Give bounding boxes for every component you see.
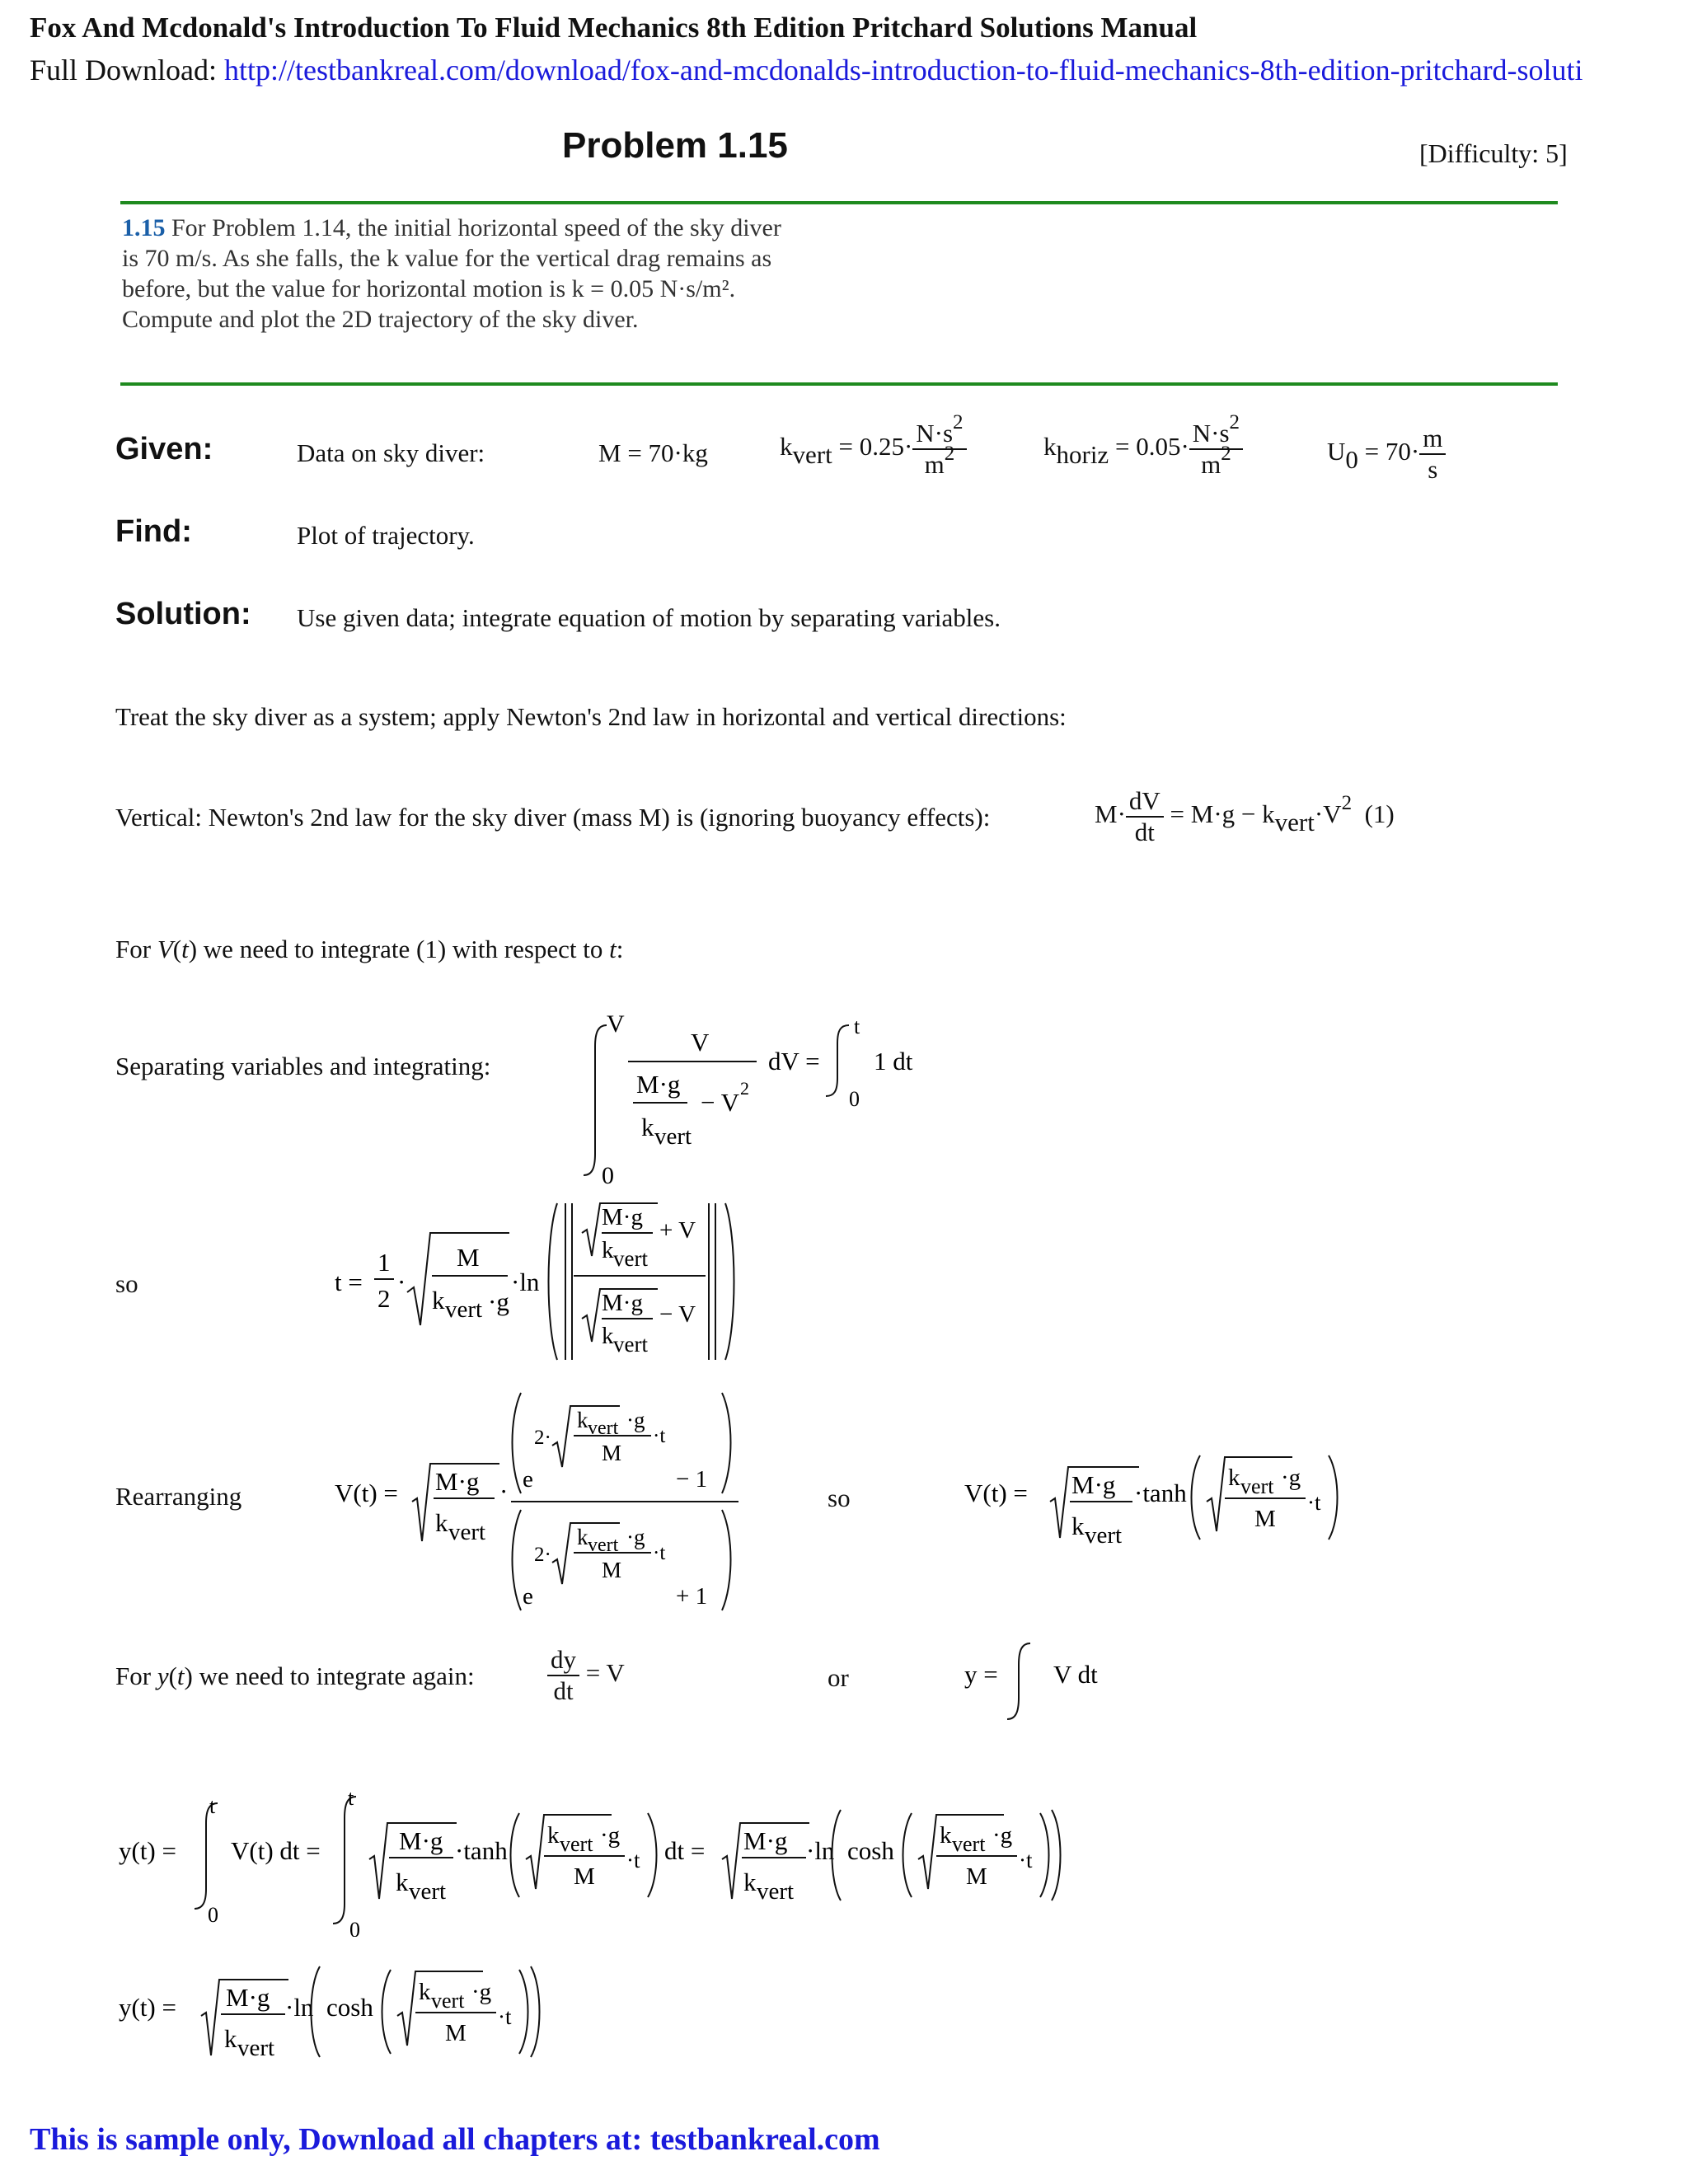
problem-text: For Problem 1.14, the initial horizontal speed of the sky diver is 70 m/s. As she falls, the k value for the vertical drag remains as before, but the value for horizontal motion is k = 0.05 N·s/m². Compute and plot the 2D trajectory of the sky diver. xyxy=(122,214,781,333)
svg-text:vert: vert xyxy=(409,1878,447,1905)
given-text: Data on sky diver: xyxy=(297,438,485,467)
svg-text:·g: ·g xyxy=(626,1408,645,1432)
svg-text:vert: vert xyxy=(237,2035,275,2061)
svg-text:·ln: ·ln xyxy=(511,1268,540,1296)
svg-text:vert: vert xyxy=(1240,1474,1274,1498)
svg-text:V: V xyxy=(607,1014,625,1038)
svg-text:V(t) =: V(t) = xyxy=(964,1479,1028,1507)
y-final-equation xyxy=(115,1945,577,2077)
svg-text:·t: ·t xyxy=(626,1848,640,1872)
svg-text:M·g: M·g xyxy=(435,1467,480,1496)
svg-text:M·g: M·g xyxy=(602,1290,643,1316)
t-equation xyxy=(326,1187,771,1376)
svg-text:k: k xyxy=(432,1286,445,1315)
svg-text:vert: vert xyxy=(1085,1522,1123,1549)
svg-text:·: · xyxy=(499,1477,509,1506)
integral-equation xyxy=(577,1014,923,1195)
svg-text:M: M xyxy=(966,1863,987,1890)
svg-text:·ln: ·ln xyxy=(806,1836,835,1865)
svg-text:2·: 2· xyxy=(534,1427,551,1449)
svg-text:k: k xyxy=(224,2024,237,2053)
svg-text:cosh: cosh xyxy=(847,1836,894,1865)
svg-text:vert: vert xyxy=(613,1332,648,1357)
svg-text:·t: ·t xyxy=(653,1542,666,1564)
svg-text:M·g: M·g xyxy=(602,1204,643,1230)
svg-text:·t: ·t xyxy=(653,1425,666,1447)
footer-notice[interactable]: This is sample only, Download all chapters at: testbankreal.com xyxy=(30,2122,880,2157)
svg-text:k: k xyxy=(602,1323,614,1349)
svg-text:k: k xyxy=(641,1113,654,1141)
svg-text:·g: ·g xyxy=(1281,1465,1301,1491)
svg-text:2: 2 xyxy=(740,1078,749,1099)
so-label-1: so xyxy=(115,1269,138,1298)
separating-text: Separating variables and integrating: xyxy=(115,1052,491,1080)
equation-newton: M· $\frac{dV}{dt}$ = $M\cdot g - kvert\cdot V^2$ (1) xyxy=(1095,786,1395,846)
svg-text:k: k xyxy=(1071,1511,1085,1540)
svg-text:e: e xyxy=(523,1583,533,1610)
svg-text:·g: ·g xyxy=(626,1525,645,1549)
svg-text:k: k xyxy=(577,1525,588,1549)
given-mass: M = 70·kg xyxy=(598,438,708,467)
vertical-text: Vertical: Newton's 2nd law for the sky diver (mass M) is (ignoring buoyancy effects): xyxy=(115,803,991,832)
svg-text:dV =: dV = xyxy=(768,1047,820,1076)
svg-text:− V: − V xyxy=(701,1088,740,1117)
top-rule xyxy=(120,201,1558,204)
svg-text:·g: ·g xyxy=(992,1822,1013,1849)
svg-text:k: k xyxy=(743,1868,757,1896)
document-title: Fox And Mcdonald's Introduction To Fluid Mechanics 8th Edition Pritchard Solutions Manual xyxy=(30,12,1198,44)
svg-text:M·g: M·g xyxy=(743,1826,788,1855)
treat-text: Treat the sky diver as a system; apply Newton's 2nd law in horizontal and vertical directions: xyxy=(115,702,1067,731)
download-line xyxy=(30,53,1583,87)
or-label: or xyxy=(828,1663,849,1692)
svg-text:0: 0 xyxy=(349,1918,360,1937)
svg-text:vert: vert xyxy=(654,1123,692,1150)
svg-text:M: M xyxy=(602,1441,622,1465)
svg-text:V(t) dt =: V(t) dt = xyxy=(231,1836,321,1865)
svg-text:V(t) =: V(t) = xyxy=(335,1479,398,1507)
svg-text:·ln: ·ln xyxy=(285,1993,314,2022)
so-label-2: so xyxy=(828,1483,851,1512)
svg-text:+ 1: + 1 xyxy=(676,1583,708,1610)
svg-text:vert: vert xyxy=(588,1418,619,1439)
svg-text:·t: ·t xyxy=(1019,1848,1033,1872)
svg-text:vert: vert xyxy=(613,1246,648,1271)
for-y-text: For y(t) we need to integrate again: xyxy=(115,1661,475,1690)
svg-text:M·g: M·g xyxy=(1071,1470,1116,1499)
for-v-text: For V(t) we need to integrate (1) with respect to t: xyxy=(115,935,624,963)
svg-text:vert: vert xyxy=(588,1535,619,1556)
svg-text:k: k xyxy=(547,1822,560,1849)
given-khoriz: khoriz = 0.05· $\frac{N\cdot s^2}{m^2}$ xyxy=(1043,419,1243,480)
svg-text:t: t xyxy=(854,1015,860,1038)
problem-statement xyxy=(122,213,798,335)
svg-text:·t: ·t xyxy=(498,2004,512,2029)
svg-text:·tanh: ·tanh xyxy=(455,1836,508,1865)
y-chain-equation xyxy=(115,1780,1104,1937)
svg-text:vert: vert xyxy=(431,1989,465,2013)
problem-title: Problem 1.15 xyxy=(562,125,788,166)
find-text: Plot of trajectory. xyxy=(297,521,475,550)
given-label: Given: xyxy=(115,432,213,466)
svg-text:vert: vert xyxy=(952,1832,986,1856)
svg-text:1: 1 xyxy=(377,1248,391,1277)
svg-text:V: V xyxy=(691,1028,710,1057)
svg-text:M: M xyxy=(1254,1506,1276,1532)
svg-text:0: 0 xyxy=(208,1903,218,1927)
svg-text:M: M xyxy=(602,1558,622,1582)
svg-text:k: k xyxy=(577,1408,588,1432)
rearranging-label: Rearranging xyxy=(115,1482,242,1511)
download-link[interactable]: http://testbankreal.com/download/fox-and-mcdonalds-introduction-to-fluid-mechanics-8th-edition-pritchard-soluti xyxy=(224,54,1583,87)
svg-text:t =: t = xyxy=(335,1268,363,1296)
svg-text:k: k xyxy=(940,1822,952,1849)
svg-text:M: M xyxy=(457,1243,480,1272)
svg-text:y(t) =: y(t) = xyxy=(119,1993,176,2022)
svg-text:M: M xyxy=(574,1863,595,1890)
svg-text:vert: vert xyxy=(560,1832,593,1856)
svg-text:M·g: M·g xyxy=(226,1983,270,2012)
find-label: Find: xyxy=(115,514,192,549)
svg-text:k: k xyxy=(396,1868,409,1896)
solution-text: Use given data; integrate equation of motion by separating variables. xyxy=(297,603,1001,632)
svg-text:y =: y = xyxy=(964,1660,998,1689)
problem-number: 1.15 xyxy=(122,214,166,241)
svg-text:k: k xyxy=(602,1237,614,1263)
svg-text:k: k xyxy=(1228,1465,1240,1491)
given-u0: U0 = 70· $\frac{m}{s}$ xyxy=(1327,424,1446,485)
svg-text:dt =: dt = xyxy=(664,1836,706,1865)
svg-text:M·g: M·g xyxy=(636,1070,681,1099)
v-tanh-equation xyxy=(956,1434,1352,1549)
y-integral-equation xyxy=(956,1632,1137,1731)
svg-text:k: k xyxy=(435,1508,448,1537)
svg-text:e: e xyxy=(523,1466,533,1493)
svg-text:1 dt: 1 dt xyxy=(874,1047,913,1076)
svg-text:·: · xyxy=(397,1268,406,1296)
svg-text:·tanh: ·tanh xyxy=(1134,1479,1187,1507)
svg-text:− 1: − 1 xyxy=(676,1466,708,1493)
svg-text:t: t xyxy=(348,1786,354,1810)
svg-text:y(t) =: y(t) = xyxy=(119,1836,176,1865)
svg-text:M: M xyxy=(445,2020,467,2046)
svg-text:vert: vert xyxy=(448,1519,486,1545)
svg-text:·g: ·g xyxy=(488,1287,509,1316)
svg-text:cosh: cosh xyxy=(326,1993,373,2022)
svg-text:V dt: V dt xyxy=(1053,1660,1098,1689)
svg-text:+ V: + V xyxy=(659,1217,696,1244)
difficulty-label: [Difficulty: 5] xyxy=(1419,138,1568,168)
svg-text:vert: vert xyxy=(757,1878,795,1905)
svg-text:·g: ·g xyxy=(600,1822,621,1849)
bottom-rule xyxy=(120,382,1558,386)
solution-label: Solution: xyxy=(115,597,251,631)
given-kvert: kvert = 0.25· $\frac{N\cdot s^2}{m^2}$ xyxy=(780,419,967,480)
svg-text:2: 2 xyxy=(377,1284,391,1313)
svg-text:M·g: M·g xyxy=(399,1826,443,1855)
v-exp-equation xyxy=(330,1385,758,1615)
svg-text:2·: 2· xyxy=(534,1544,551,1566)
svg-text:vert: vert xyxy=(445,1296,483,1323)
svg-text:·g: ·g xyxy=(471,1979,492,2005)
dy-dt-equation: $\frac{dy}{dt}$ = V xyxy=(547,1645,625,1706)
svg-text:·t: ·t xyxy=(1307,1490,1321,1515)
svg-text:0: 0 xyxy=(602,1162,614,1189)
svg-text:− V: − V xyxy=(659,1301,696,1328)
svg-text:0: 0 xyxy=(849,1087,860,1111)
svg-text:t: t xyxy=(209,1794,216,1818)
svg-text:k: k xyxy=(419,1979,431,2005)
download-label: Full Download: xyxy=(30,54,218,87)
